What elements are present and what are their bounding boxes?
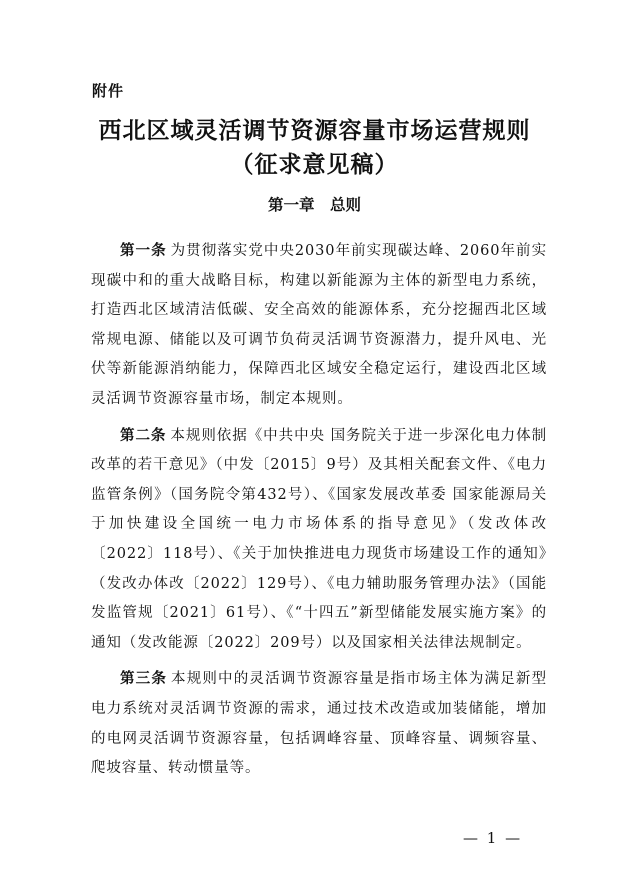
document-subtitle: （征求意见稿）	[230, 151, 399, 178]
article-text: 本规则中的灵活调节资源容量是指市场主体为满足新型电力系统对灵活调节资源的需求，通过技术改造或加装储能，增加的电网灵活调节资源容量，包括调峰容量、顶峰容量、调频容量、爬坡容量、转动惯量等。	[91, 671, 547, 777]
attachment-label: 附件	[92, 82, 125, 100]
page-number: — 1 —	[463, 829, 523, 847]
article-3	[91, 665, 547, 783]
chapter-heading: 第一章 总则	[267, 196, 361, 214]
article-1	[91, 237, 547, 415]
article-label: 第二条	[120, 427, 167, 444]
article-label: 第一条	[120, 243, 167, 259]
article-label: 第三条	[120, 671, 168, 688]
document-body	[91, 237, 547, 791]
article-text: 为贯彻落实党中央2030年前实现碳达峰、2060年前实现碳中和的重大战略目标，构建以新能源为主体的新型电力系统，打造西北区域清洁低碳、安全高效的能源体系，充分挖掘西北区域常规电源、储能以及可调节负荷灵活调节资源潜力，提升风电、光伏等新能源消纳能力，保障西北区域安全稳定运行，建设西北区域灵活调节资源容量市场，制定本规则。	[91, 243, 547, 407]
article-text: 本规则依据《中共中央 国务院关于进一步深化电力体制改革的若干意见》（中发〔2015〕9号）及其相关配套文件、《电力监管条例》（国务院令第432号）、《国家发展改革委 国家能源局关于加快建设全国统一电力市场体系的指导意见》（发改体改〔2022〕118号）、《关于加快推进电力现货市场建设工作的通知》（发改办体改〔2022〕129号）、《电力辅助服务管理办法》（国能发监管规〔2021〕61号）、《“十四五”新型储能发展实施方案》的通知（发改能源〔2022〕209号）以及国家相关法律法规制定。	[91, 427, 547, 651]
article-2	[91, 422, 547, 659]
document-title: 西北区域灵活调节资源容量市场运营规则	[98, 117, 531, 144]
